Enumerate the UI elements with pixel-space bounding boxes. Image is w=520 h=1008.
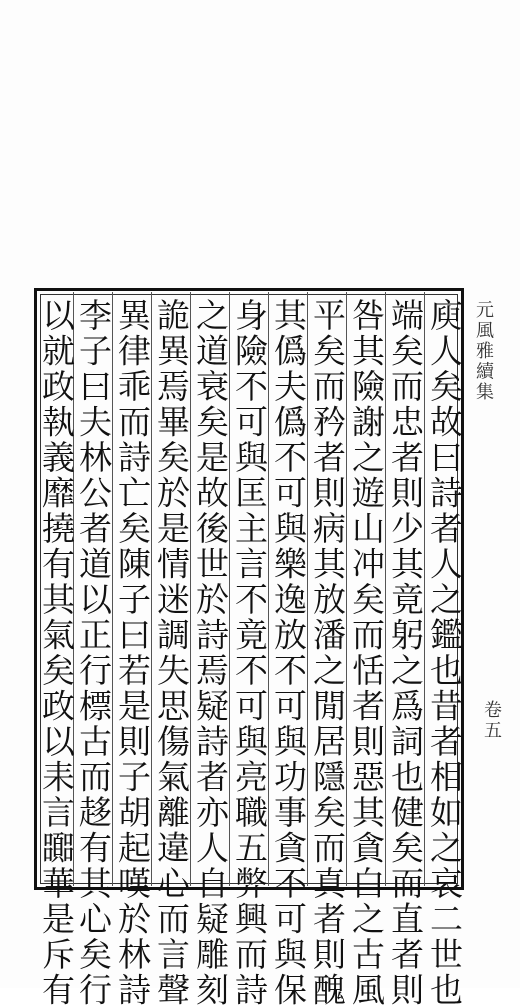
text-column-1: 庾人矣故曰詩者人之鑑也昔者相如之哀二世也 [425, 298, 464, 1008]
text-column-6: 身險不可與匡主言不竟不可與亮職五弊興而詩 [230, 298, 269, 1008]
text-column-11: 以就政執義靡撓有其氣矣政以耒言嚻華是斥有 [37, 298, 76, 1008]
text-column-8: 詭異焉畢矣於是情迷調失思傷氣離違心而言聲 [152, 298, 191, 1008]
banxin-title: 元風雅續集 [473, 300, 494, 403]
banxin-juan: 卷五 [481, 700, 502, 741]
text-column-3: 咎其險謝之遊山冲矣而恬者則惡其貪白之古風 [347, 298, 386, 1008]
text-column-7: 之道衰矣是故後世於詩焉疑詩者亦人自疑雕刻 [191, 298, 230, 1008]
text-column-5: 其僞夫僞不可與樂逸放不可與功事貪不可與保 [269, 298, 308, 1008]
text-column-10: 李子曰夫林公者道以正行標古而趍有其心矣行 [74, 298, 113, 1008]
text-column-4: 平矣而矜者則病其放潘之閒居隱矣而真者則醜 [308, 298, 347, 1008]
text-column-9: 異律乖而詩亡矣陳子曰若是則子胡起嘆於林詩 [113, 298, 152, 1008]
text-column-2: 端矣而忠者則少其竟躬之爲詞也健矣而直者則 [386, 298, 425, 1008]
